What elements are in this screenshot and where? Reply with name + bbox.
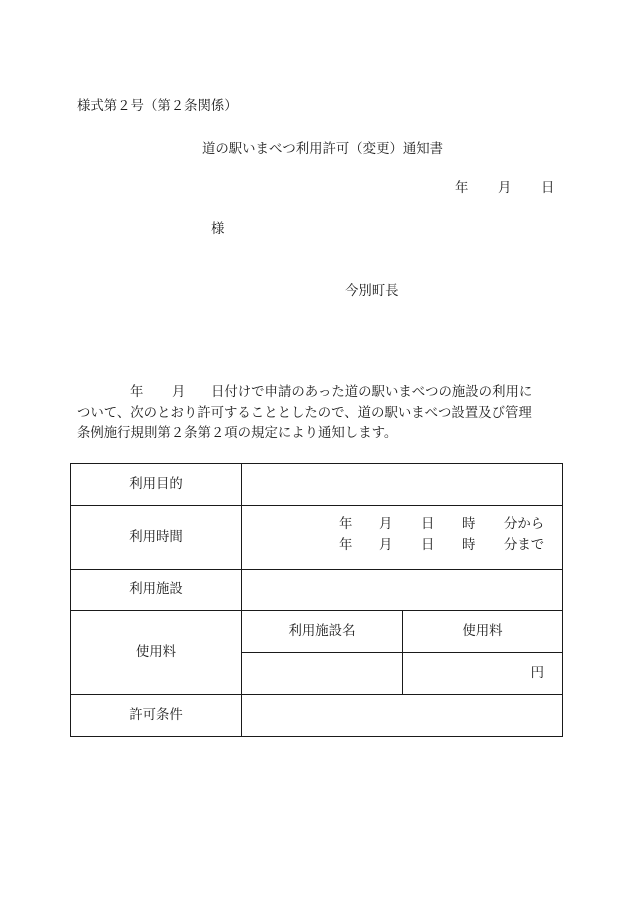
time-to-year: 年 bbox=[339, 538, 353, 553]
fee-facility-name-value bbox=[242, 653, 403, 695]
addressee-suffix: 様 bbox=[211, 222, 225, 237]
date-year: 年 bbox=[455, 181, 469, 196]
row-conditions bbox=[71, 695, 563, 737]
body-line-2: ついて、次のとおり許可することとしたので、道の駅いまべつ設置及び管理 bbox=[77, 406, 532, 421]
row-facility bbox=[71, 570, 563, 611]
form-number: 様式第２号（第２条関係） bbox=[77, 99, 238, 114]
fee-currency: 円 bbox=[403, 653, 563, 695]
purpose-label: 利用目的 bbox=[71, 464, 242, 506]
time-to-hour: 時 bbox=[462, 538, 476, 553]
time-to-minute: 分まで bbox=[504, 538, 545, 553]
facility-value bbox=[242, 570, 563, 611]
time-value bbox=[242, 506, 563, 570]
document-title: 道の駅いまべつ利用許可（変更）通知書 bbox=[202, 142, 444, 157]
body-month: 月 bbox=[172, 385, 186, 400]
row-purpose bbox=[71, 464, 563, 506]
time-from-day: 日 bbox=[421, 517, 435, 532]
row-fee-header bbox=[71, 611, 563, 653]
time-from-year: 年 bbox=[339, 517, 353, 532]
fee-amount-header: 使用料 bbox=[403, 611, 563, 653]
time-to-day: 日 bbox=[421, 538, 435, 553]
date-month: 月 bbox=[498, 181, 512, 196]
permit-table bbox=[70, 463, 563, 737]
time-from-minute: 分から bbox=[504, 517, 545, 532]
date-day: 日 bbox=[541, 181, 555, 196]
time-from-month: 月 bbox=[379, 517, 393, 532]
time-to-month: 月 bbox=[379, 538, 393, 553]
body-line-3: 条例施行規則第２条第２項の規定により通知します。 bbox=[77, 426, 398, 441]
body-line-1: 日付けで申請のあった道の駅いまべつの施設の利用に bbox=[211, 385, 533, 400]
facility-label: 利用施設 bbox=[71, 570, 242, 611]
purpose-value bbox=[242, 464, 563, 506]
conditions-value bbox=[242, 695, 563, 737]
time-label: 利用時間 bbox=[71, 506, 242, 570]
body-year: 年 bbox=[130, 385, 144, 400]
issuer: 今別町長 bbox=[345, 284, 399, 299]
conditions-label: 許可条件 bbox=[71, 695, 242, 737]
fee-facility-name-header: 利用施設名 bbox=[242, 611, 403, 653]
fee-label: 使用料 bbox=[71, 611, 242, 695]
row-time bbox=[71, 506, 563, 570]
time-from-hour: 時 bbox=[462, 517, 476, 532]
